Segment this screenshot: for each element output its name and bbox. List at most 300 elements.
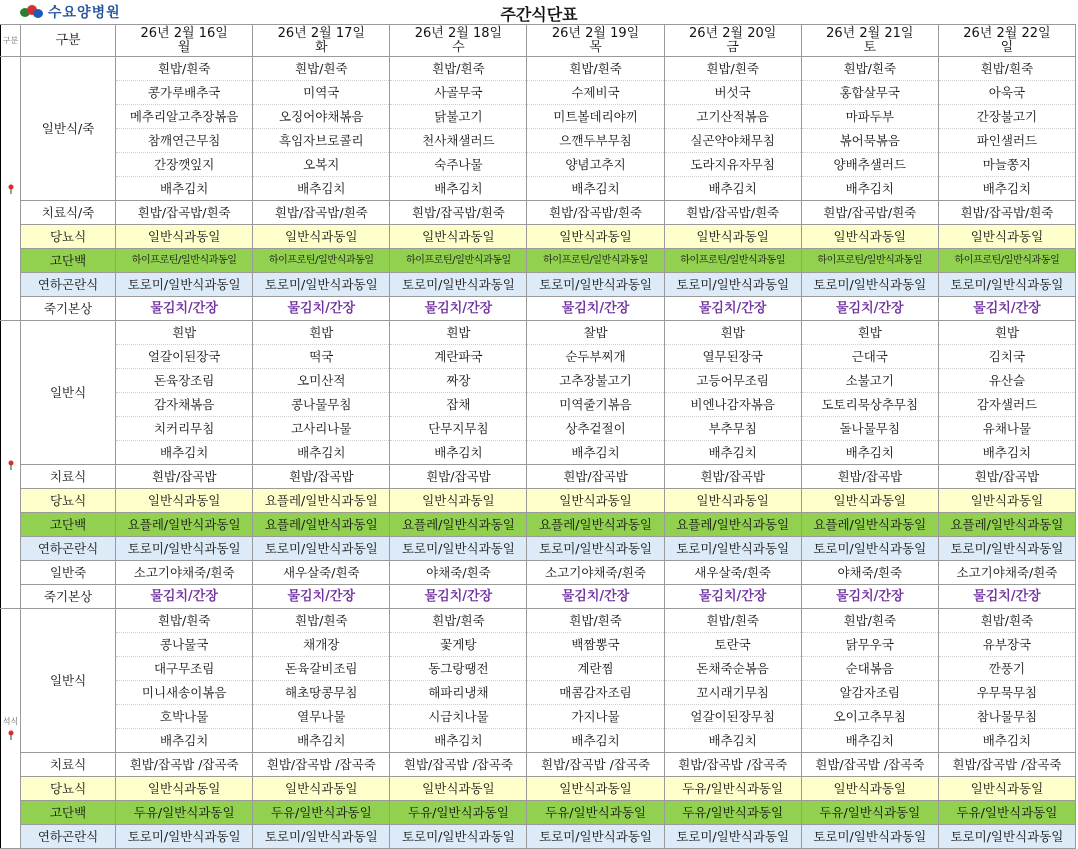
category-label: 고단백 bbox=[21, 513, 116, 537]
menu-cell: 흰밥/잡곡밥/흰죽 bbox=[253, 201, 390, 225]
lunch-normal_porridge-row bbox=[1, 561, 1076, 585]
menu-cell: 얼갈이된장국 bbox=[116, 345, 253, 369]
menu-cell: 일반식과동일 bbox=[116, 489, 253, 513]
meal-column-header: 구분 bbox=[1, 25, 21, 57]
menu-cell: 마파두부 bbox=[801, 105, 938, 129]
menu-cell: 물김치/간장 bbox=[116, 297, 253, 321]
menu-cell: 흰밥/잡곡밥 bbox=[801, 465, 938, 489]
menu-cell: 고사리나물 bbox=[253, 417, 390, 441]
menu-cell: 배추김치 bbox=[253, 177, 390, 201]
menu-cell: 흰밥/잡곡밥 /잡곡죽 bbox=[253, 753, 390, 777]
menu-cell: 하이프로틴/일반식과동일 bbox=[253, 249, 390, 273]
menu-cell: 일반식과동일 bbox=[253, 225, 390, 249]
menu-cell: 물김치/간장 bbox=[390, 585, 527, 609]
menu-cell: 흰밥/잡곡밥 bbox=[116, 465, 253, 489]
menu-cell: 고기산적볶음 bbox=[664, 105, 801, 129]
menu-cell: 토로미/일반식과동일 bbox=[938, 537, 1075, 561]
menu-cell: 소고기야채죽/흰죽 bbox=[116, 561, 253, 585]
menu-cell: 물김치/간장 bbox=[664, 297, 801, 321]
dinner-general-row bbox=[1, 633, 1076, 657]
weekly-menu-table bbox=[0, 24, 1076, 849]
menu-cell: 잡채 bbox=[390, 393, 527, 417]
menu-cell: 배추김치 bbox=[116, 441, 253, 465]
breakfast-meal-cell bbox=[1, 57, 21, 321]
menu-cell: 하이프로틴/일반식과동일 bbox=[116, 249, 253, 273]
menu-cell: 흰밥/흰죽 bbox=[390, 609, 527, 633]
menu-cell: 하이프로틴/일반식과동일 bbox=[938, 249, 1075, 273]
lunch-porridge-row bbox=[1, 585, 1076, 609]
menu-cell: 흰밥/잡곡밥/흰죽 bbox=[801, 201, 938, 225]
menu-cell: 토로미/일반식과동일 bbox=[116, 537, 253, 561]
menu-cell: 소고기야채죽/흰죽 bbox=[938, 561, 1075, 585]
menu-cell: 토로미/일반식과동일 bbox=[664, 537, 801, 561]
menu-cell: 흰밥/흰죽 bbox=[801, 57, 938, 81]
breakfast-therapeutic-row bbox=[1, 201, 1076, 225]
menu-cell: 흰밥/흰죽 bbox=[527, 57, 664, 81]
menu-cell: 단무지무침 bbox=[390, 417, 527, 441]
category-label: 연하곤란식 bbox=[21, 537, 116, 561]
menu-cell: 배추김치 bbox=[527, 441, 664, 465]
menu-cell: 물김치/간장 bbox=[801, 585, 938, 609]
menu-cell: 하이프로틴/일반식과동일 bbox=[527, 249, 664, 273]
category-label: 당뇨식 bbox=[21, 225, 116, 249]
menu-cell: 김치국 bbox=[938, 345, 1075, 369]
menu-cell: 채개장 bbox=[253, 633, 390, 657]
menu-cell: 도라지유자무침 bbox=[664, 153, 801, 177]
menu-cell: 흰밥/잡곡밥 /잡곡죽 bbox=[390, 753, 527, 777]
menu-cell: 배추김치 bbox=[527, 177, 664, 201]
breakfast-dysphagia-row bbox=[1, 273, 1076, 297]
menu-cell: 두유/일반식과동일 bbox=[801, 801, 938, 825]
category-label: 일반죽 bbox=[21, 561, 116, 585]
menu-cell: 물김치/간장 bbox=[527, 297, 664, 321]
menu-cell: 콩가루배추국 bbox=[116, 81, 253, 105]
menu-cell: 물김치/간장 bbox=[801, 297, 938, 321]
menu-cell: 흰밥/잡곡밥 /잡곡죽 bbox=[116, 753, 253, 777]
menu-cell: 두유/일반식과동일 bbox=[938, 801, 1075, 825]
dinner-therapeutic-row bbox=[1, 753, 1076, 777]
menu-cell: 찰밥 bbox=[527, 321, 664, 345]
hospital-name: 수요양병원 bbox=[48, 5, 121, 21]
menu-cell: 대구무조림 bbox=[116, 657, 253, 681]
menu-cell: 간장깻잎지 bbox=[116, 153, 253, 177]
category-label: 죽기본상 bbox=[21, 585, 116, 609]
menu-cell: 흰밥/흰죽 bbox=[664, 57, 801, 81]
menu-cell: 오징어야채볶음 bbox=[253, 105, 390, 129]
breakfast-porridge-row bbox=[1, 297, 1076, 321]
menu-cell: 토로미/일반식과동일 bbox=[390, 273, 527, 297]
menu-cell: 콩나물국 bbox=[116, 633, 253, 657]
menu-cell: 오복지 bbox=[253, 153, 390, 177]
menu-cell: 물김치/간장 bbox=[938, 297, 1075, 321]
menu-cell: 배추김치 bbox=[390, 441, 527, 465]
category-label: 치료식 bbox=[21, 465, 116, 489]
menu-cell: 배추김치 bbox=[664, 441, 801, 465]
menu-cell: 매콤감자조림 bbox=[527, 681, 664, 705]
menu-cell: 볶어묵볶음 bbox=[801, 129, 938, 153]
menu-cell: 계란찜 bbox=[527, 657, 664, 681]
dinner-general-row bbox=[1, 729, 1076, 753]
menu-cell: 배추김치 bbox=[664, 177, 801, 201]
dinner-general-row bbox=[1, 609, 1076, 633]
menu-cell: 일반식과동일 bbox=[527, 225, 664, 249]
breakfast-general-row bbox=[1, 57, 1076, 81]
menu-cell: 깐풍기 bbox=[938, 657, 1075, 681]
menu-cell: 오미산적 bbox=[253, 369, 390, 393]
meal-label: 석식 bbox=[2, 716, 19, 726]
category-label: 치료식/죽 bbox=[21, 201, 116, 225]
menu-cell: 사골무국 bbox=[390, 81, 527, 105]
category-header: 구분 bbox=[21, 25, 116, 57]
menu-cell: 참나물무침 bbox=[938, 705, 1075, 729]
menu-cell: 흰밥 bbox=[801, 321, 938, 345]
menu-cell: 두유/일반식과동일 bbox=[253, 801, 390, 825]
menu-cell: 토로미/일반식과동일 bbox=[527, 825, 664, 849]
lunch-dysphagia-row bbox=[1, 537, 1076, 561]
menu-cell: 일반식과동일 bbox=[801, 777, 938, 801]
menu-cell: 일반식과동일 bbox=[938, 225, 1075, 249]
menu-cell: 요플레/일반식과동일 bbox=[527, 513, 664, 537]
menu-cell: 물김치/간장 bbox=[390, 297, 527, 321]
menu-cell: 수제비국 bbox=[527, 81, 664, 105]
menu-cell: 일반식과동일 bbox=[390, 489, 527, 513]
menu-cell: 일반식과동일 bbox=[664, 489, 801, 513]
menu-cell: 하이프로틴/일반식과동일 bbox=[801, 249, 938, 273]
menu-cell: 흰밥/흰죽 bbox=[116, 609, 253, 633]
menu-cell: 일반식과동일 bbox=[390, 225, 527, 249]
menu-cell: 흑임자브로콜리 bbox=[253, 129, 390, 153]
menu-cell: 흰밥/잡곡밥 /잡곡죽 bbox=[801, 753, 938, 777]
menu-cell: 우무묵무침 bbox=[938, 681, 1075, 705]
menu-cell: 순두부찌개 bbox=[527, 345, 664, 369]
menu-cell: 파인샐러드 bbox=[938, 129, 1075, 153]
category-label: 일반식 bbox=[21, 321, 116, 465]
menu-cell: 꽃게탕 bbox=[390, 633, 527, 657]
dinner-general-row bbox=[1, 657, 1076, 681]
menu-cell: 토로미/일반식과동일 bbox=[527, 273, 664, 297]
menu-cell: 배추김치 bbox=[938, 177, 1075, 201]
menu-cell: 흰밥/잡곡밥 bbox=[664, 465, 801, 489]
page-title: 주간식단표 bbox=[500, 5, 578, 24]
menu-cell: 순대볶음 bbox=[801, 657, 938, 681]
menu-cell: 콩나물무침 bbox=[253, 393, 390, 417]
menu-cell: 흰밥/잡곡밥 bbox=[390, 465, 527, 489]
menu-cell: 동그랑땡전 bbox=[390, 657, 527, 681]
menu-cell: 천사채샐러드 bbox=[390, 129, 527, 153]
menu-cell: 가지나물 bbox=[527, 705, 664, 729]
menu-cell: 흰밥 bbox=[253, 321, 390, 345]
menu-cell: 토로미/일반식과동일 bbox=[664, 273, 801, 297]
menu-cell: 짜장 bbox=[390, 369, 527, 393]
menu-cell: 미니새송이볶음 bbox=[116, 681, 253, 705]
lunch-diabetic-row bbox=[1, 489, 1076, 513]
menu-cell: 해초땅콩무침 bbox=[253, 681, 390, 705]
menu-cell: 흰밥 bbox=[664, 321, 801, 345]
menu-cell: 토로미/일반식과동일 bbox=[527, 537, 664, 561]
dinner-general-row bbox=[1, 681, 1076, 705]
menu-cell: 유부장국 bbox=[938, 633, 1075, 657]
menu-cell: 버섯국 bbox=[664, 81, 801, 105]
day-header: 26년 2월 16일 월 bbox=[116, 25, 253, 57]
dinner-dysphagia-row bbox=[1, 825, 1076, 849]
category-label: 연하곤란식 bbox=[21, 273, 116, 297]
menu-cell: 물김치/간장 bbox=[527, 585, 664, 609]
menu-cell: 흰밥/잡곡밥 /잡곡죽 bbox=[938, 753, 1075, 777]
menu-cell: 얼갈이된장무침 bbox=[664, 705, 801, 729]
menu-cell: 감자샐러드 bbox=[938, 393, 1075, 417]
menu-cell: 유산슬 bbox=[938, 369, 1075, 393]
menu-cell: 흰밥 bbox=[390, 321, 527, 345]
menu-cell: 요플레/일반식과동일 bbox=[253, 489, 390, 513]
menu-cell: 토로미/일반식과동일 bbox=[801, 537, 938, 561]
dinner-meal-cell bbox=[1, 609, 21, 849]
category-label: 치료식 bbox=[21, 753, 116, 777]
menu-cell: 흰밥/흰죽 bbox=[801, 609, 938, 633]
menu-cell: 미역국 bbox=[253, 81, 390, 105]
menu-cell: 일반식과동일 bbox=[527, 489, 664, 513]
menu-cell: 요플레/일반식과동일 bbox=[253, 513, 390, 537]
category-label: 고단백 bbox=[21, 249, 116, 273]
menu-cell: 배추김치 bbox=[116, 729, 253, 753]
breakfast-general-row bbox=[1, 129, 1076, 153]
menu-cell: 도토리묵상추무침 bbox=[801, 393, 938, 417]
menu-cell: 흰밥/흰죽 bbox=[664, 609, 801, 633]
menu-cell: 배추김치 bbox=[390, 729, 527, 753]
menu-cell: 두유/일반식과동일 bbox=[527, 801, 664, 825]
menu-cell: 토로미/일반식과동일 bbox=[116, 273, 253, 297]
menu-cell: 물김치/간장 bbox=[253, 585, 390, 609]
menu-cell: 흰밥/잡곡밥/흰죽 bbox=[116, 201, 253, 225]
menu-cell: 일반식과동일 bbox=[664, 225, 801, 249]
menu-cell: 호박나물 bbox=[116, 705, 253, 729]
menu-cell: 토로미/일반식과동일 bbox=[801, 825, 938, 849]
flower-icon bbox=[7, 730, 15, 740]
menu-cell: 계란파국 bbox=[390, 345, 527, 369]
menu-cell: 요플레/일반식과동일 bbox=[801, 513, 938, 537]
breakfast-general-row bbox=[1, 153, 1076, 177]
flower-icon bbox=[7, 184, 15, 194]
menu-cell: 흰밥/잡곡밥 bbox=[938, 465, 1075, 489]
menu-cell: 토로미/일반식과동일 bbox=[938, 825, 1075, 849]
lunch-therapeutic-row bbox=[1, 465, 1076, 489]
menu-cell: 토로미/일반식과동일 bbox=[938, 273, 1075, 297]
breakfast-general-row bbox=[1, 81, 1076, 105]
menu-cell: 토로미/일반식과동일 bbox=[664, 825, 801, 849]
menu-cell: 흰밥/흰죽 bbox=[253, 609, 390, 633]
menu-cell: 물김치/간장 bbox=[116, 585, 253, 609]
menu-cell: 흰밥/잡곡밥/흰죽 bbox=[664, 201, 801, 225]
menu-cell: 열무나물 bbox=[253, 705, 390, 729]
day-header: 26년 2월 17일 화 bbox=[253, 25, 390, 57]
lunch-general-row bbox=[1, 369, 1076, 393]
menu-cell: 두유/일반식과동일 bbox=[664, 777, 801, 801]
category-label: 일반식/죽 bbox=[21, 57, 116, 201]
table-header-row bbox=[1, 25, 1076, 57]
menu-cell: 꼬시래기무침 bbox=[664, 681, 801, 705]
menu-cell: 아욱국 bbox=[938, 81, 1075, 105]
menu-cell: 흰밥/잡곡밥 bbox=[527, 465, 664, 489]
menu-cell: 일반식과동일 bbox=[801, 225, 938, 249]
menu-cell: 흰밥/잡곡밥 bbox=[253, 465, 390, 489]
menu-cell: 돈채죽순볶음 bbox=[664, 657, 801, 681]
menu-cell: 야채죽/흰죽 bbox=[801, 561, 938, 585]
day-header: 26년 2월 19일 목 bbox=[527, 25, 664, 57]
menu-cell: 감자채볶음 bbox=[116, 393, 253, 417]
lunch-general-row bbox=[1, 441, 1076, 465]
breakfast-protein-row bbox=[1, 249, 1076, 273]
menu-cell: 흰밥 bbox=[116, 321, 253, 345]
menu-cell: 근대국 bbox=[801, 345, 938, 369]
menu-cell: 요플레/일반식과동일 bbox=[116, 513, 253, 537]
menu-cell: 흰밥/잡곡밥/흰죽 bbox=[938, 201, 1075, 225]
menu-cell: 물김치/간장 bbox=[664, 585, 801, 609]
menu-cell: 마늘쫑지 bbox=[938, 153, 1075, 177]
menu-cell: 하이프로틴/일반식과동일 bbox=[664, 249, 801, 273]
menu-cell: 닭불고기 bbox=[390, 105, 527, 129]
menu-cell: 열무된장국 bbox=[664, 345, 801, 369]
category-label: 당뇨식 bbox=[21, 489, 116, 513]
menu-cell: 배추김치 bbox=[664, 729, 801, 753]
menu-cell: 물김치/간장 bbox=[253, 297, 390, 321]
day-header: 26년 2월 22일 일 bbox=[938, 25, 1075, 57]
lunch-general-row bbox=[1, 345, 1076, 369]
menu-cell: 고추장불고기 bbox=[527, 369, 664, 393]
menu-cell: 토로미/일반식과동일 bbox=[253, 825, 390, 849]
day-header: 26년 2월 20일 금 bbox=[664, 25, 801, 57]
menu-cell: 배추김치 bbox=[390, 177, 527, 201]
menu-cell: 돈육갈비조림 bbox=[253, 657, 390, 681]
menu-cell: 떡국 bbox=[253, 345, 390, 369]
dinner-general-row bbox=[1, 705, 1076, 729]
menu-cell: 실곤약야채무침 bbox=[664, 129, 801, 153]
menu-cell: 양배추샐러드 bbox=[801, 153, 938, 177]
menu-cell: 간장불고기 bbox=[938, 105, 1075, 129]
menu-cell: 일반식과동일 bbox=[116, 777, 253, 801]
menu-cell: 부추무침 bbox=[664, 417, 801, 441]
day-header: 26년 2월 18일 수 bbox=[390, 25, 527, 57]
menu-cell: 흰밥/잡곡밥/흰죽 bbox=[390, 201, 527, 225]
menu-cell: 소고기야채죽/흰죽 bbox=[527, 561, 664, 585]
menu-cell: 고등어무조림 bbox=[664, 369, 801, 393]
menu-cell: 요플레/일반식과동일 bbox=[664, 513, 801, 537]
category-label: 일반식 bbox=[21, 609, 116, 753]
menu-cell: 일반식과동일 bbox=[801, 489, 938, 513]
menu-cell: 돈육장조림 bbox=[116, 369, 253, 393]
menu-cell: 배추김치 bbox=[801, 441, 938, 465]
menu-cell: 비엔나감자볶음 bbox=[664, 393, 801, 417]
menu-cell: 새우살죽/흰죽 bbox=[253, 561, 390, 585]
lunch-general-row bbox=[1, 321, 1076, 345]
menu-cell: 양념고추지 bbox=[527, 153, 664, 177]
menu-cell: 백짬뽕국 bbox=[527, 633, 664, 657]
page-header bbox=[0, 0, 1078, 24]
lunch-protein-row bbox=[1, 513, 1076, 537]
menu-cell: 토로미/일반식과동일 bbox=[801, 273, 938, 297]
menu-cell: 두유/일반식과동일 bbox=[116, 801, 253, 825]
menu-cell: 흰밥/잡곡밥 /잡곡죽 bbox=[527, 753, 664, 777]
menu-cell: 하이프로틴/일반식과동일 bbox=[390, 249, 527, 273]
menu-cell: 일반식과동일 bbox=[116, 225, 253, 249]
menu-cell: 배추김치 bbox=[801, 729, 938, 753]
menu-cell: 치커리무침 bbox=[116, 417, 253, 441]
menu-cell: 두유/일반식과동일 bbox=[390, 801, 527, 825]
menu-cell: 일반식과동일 bbox=[253, 777, 390, 801]
menu-cell: 메추리알고추장볶음 bbox=[116, 105, 253, 129]
lunch-general-row bbox=[1, 417, 1076, 441]
menu-cell: 시금치나물 bbox=[390, 705, 527, 729]
menu-cell: 소불고기 bbox=[801, 369, 938, 393]
category-label: 당뇨식 bbox=[21, 777, 116, 801]
menu-cell: 유채나물 bbox=[938, 417, 1075, 441]
menu-cell: 토로미/일반식과동일 bbox=[390, 537, 527, 561]
dinner-diabetic-row bbox=[1, 777, 1076, 801]
menu-cell: 미트볼데리야끼 bbox=[527, 105, 664, 129]
category-label: 고단백 bbox=[21, 801, 116, 825]
dinner-protein-row bbox=[1, 801, 1076, 825]
breakfast-general-row bbox=[1, 105, 1076, 129]
menu-cell: 흰밥 bbox=[938, 321, 1075, 345]
menu-cell: 토로미/일반식과동일 bbox=[116, 825, 253, 849]
menu-cell: 배추김치 bbox=[253, 441, 390, 465]
menu-cell: 일반식과동일 bbox=[938, 489, 1075, 513]
menu-cell: 닭무우국 bbox=[801, 633, 938, 657]
menu-cell: 일반식과동일 bbox=[938, 777, 1075, 801]
menu-cell: 참깨연근무침 bbox=[116, 129, 253, 153]
menu-cell: 일반식과동일 bbox=[527, 777, 664, 801]
menu-cell: 토란국 bbox=[664, 633, 801, 657]
menu-cell: 숙주나물 bbox=[390, 153, 527, 177]
menu-cell: 돌나물무침 bbox=[801, 417, 938, 441]
menu-cell: 흰밥/흰죽 bbox=[938, 609, 1075, 633]
menu-cell: 토로미/일반식과동일 bbox=[253, 537, 390, 561]
menu-cell: 토로미/일반식과동일 bbox=[390, 825, 527, 849]
category-label: 연하곤란식 bbox=[21, 825, 116, 849]
menu-cell: 흰밥/흰죽 bbox=[527, 609, 664, 633]
menu-cell: 두유/일반식과동일 bbox=[664, 801, 801, 825]
menu-cell: 흰밥/잡곡밥 /잡곡죽 bbox=[664, 753, 801, 777]
menu-cell: 요플레/일반식과동일 bbox=[390, 513, 527, 537]
menu-cell: 흰밥/잡곡밥/흰죽 bbox=[527, 201, 664, 225]
menu-cell: 배추김치 bbox=[253, 729, 390, 753]
day-header: 26년 2월 21일 토 bbox=[801, 25, 938, 57]
flower-icon bbox=[7, 460, 15, 470]
menu-cell: 야채죽/흰죽 bbox=[390, 561, 527, 585]
menu-cell: 배추김치 bbox=[938, 441, 1075, 465]
menu-cell: 흰밥/흰죽 bbox=[938, 57, 1075, 81]
menu-cell: 홍합살무국 bbox=[801, 81, 938, 105]
breakfast-general-row bbox=[1, 177, 1076, 201]
menu-cell: 배추김치 bbox=[938, 729, 1075, 753]
menu-cell: 새우살죽/흰죽 bbox=[664, 561, 801, 585]
menu-cell: 요플레/일반식과동일 bbox=[938, 513, 1075, 537]
menu-cell: 배추김치 bbox=[801, 177, 938, 201]
menu-cell: 흰밥/흰죽 bbox=[116, 57, 253, 81]
menu-cell: 일반식과동일 bbox=[390, 777, 527, 801]
menu-cell: 으깬두부무침 bbox=[527, 129, 664, 153]
menu-cell: 물김치/간장 bbox=[938, 585, 1075, 609]
category-label: 죽기본상 bbox=[21, 297, 116, 321]
menu-cell: 배추김치 bbox=[116, 177, 253, 201]
menu-cell: 배추김치 bbox=[527, 729, 664, 753]
menu-cell: 흰밥/흰죽 bbox=[253, 57, 390, 81]
breakfast-diabetic-row bbox=[1, 225, 1076, 249]
menu-cell: 토로미/일반식과동일 bbox=[253, 273, 390, 297]
menu-cell: 미역줄기볶음 bbox=[527, 393, 664, 417]
lunch-general-row bbox=[1, 393, 1076, 417]
menu-cell: 흰밥/흰죽 bbox=[390, 57, 527, 81]
menu-cell: 상추겉절이 bbox=[527, 417, 664, 441]
menu-cell: 알감자조림 bbox=[801, 681, 938, 705]
